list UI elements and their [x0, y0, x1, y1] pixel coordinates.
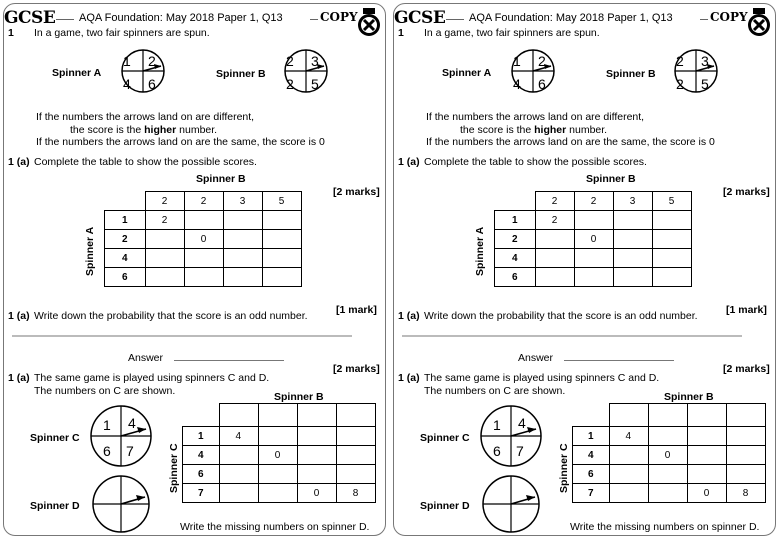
spinner-a-label: Spinner A — [442, 67, 492, 79]
row-header: 6 — [105, 268, 146, 287]
rule-text: the score is the — [70, 124, 142, 136]
part-a-label: 1 (a) — [398, 156, 420, 168]
spinner-c-value: 6 — [493, 443, 501, 459]
score-cell[interactable]: 8 — [336, 484, 375, 503]
spinner-c-value: 7 — [126, 443, 134, 459]
part-c-label: 1 (a) — [398, 372, 420, 384]
score-cell[interactable] — [648, 484, 687, 503]
table-col-title: Spinner B — [196, 173, 246, 185]
col-header: 2 — [145, 192, 184, 211]
row-header: 1 — [495, 211, 536, 230]
rule-line-2 — [460, 124, 607, 136]
score-cell[interactable] — [535, 249, 574, 268]
score-cell[interactable]: 4 — [219, 427, 258, 446]
spinner-b-value: 5 — [701, 76, 709, 92]
score-cell[interactable] — [297, 446, 336, 465]
spinner-b-value: 2 — [676, 76, 684, 92]
spinner-c — [91, 406, 161, 470]
score-cell[interactable] — [652, 268, 691, 287]
score-cell[interactable] — [184, 268, 223, 287]
header-rule — [310, 19, 318, 20]
part-b-text: Write down the probability that the score is an odd number. — [424, 310, 698, 322]
row-header: 7 — [573, 484, 610, 503]
spinner-a-value: 4 — [513, 76, 521, 92]
score-cell[interactable] — [613, 211, 652, 230]
score-cell[interactable] — [219, 484, 258, 503]
score-cell[interactable] — [648, 465, 687, 484]
rule-emphasis: higher — [144, 124, 177, 136]
header-rule — [446, 19, 464, 20]
gcse-logo: GCSE — [394, 8, 446, 28]
score-cell[interactable] — [297, 427, 336, 446]
spinner-a-value: 1 — [123, 53, 131, 69]
rule-line-1: If the numbers the arrows land on are different, — [426, 111, 645, 123]
part-c-text-1: The same game is played using spinners C and D. — [34, 372, 270, 384]
score-cell[interactable] — [223, 230, 262, 249]
spinner-b-value: 2 — [286, 76, 294, 92]
table-col-title: Spinner B — [586, 173, 636, 185]
row-header: 4 — [573, 446, 610, 465]
row-header: 6 — [183, 465, 220, 484]
spinner-a-value: 2 — [148, 53, 156, 69]
score-cell[interactable] — [613, 268, 652, 287]
spinner-d-input[interactable] — [726, 404, 765, 427]
header-rule — [56, 19, 74, 20]
score-cell[interactable] — [258, 484, 297, 503]
score-table-cd — [572, 403, 766, 503]
score-cell[interactable] — [687, 446, 726, 465]
score-cell[interactable] — [609, 465, 648, 484]
score-cell[interactable]: 4 — [609, 427, 648, 446]
answer-label: Answer — [518, 352, 554, 364]
score-cell[interactable] — [219, 446, 258, 465]
spinner-d-label: Spinner D — [420, 500, 470, 512]
spinner-c-value: 4 — [518, 415, 526, 431]
score-cell[interactable] — [219, 465, 258, 484]
copy-icon[interactable] — [357, 8, 383, 38]
score-cell[interactable] — [336, 465, 375, 484]
spinner-b-value: 5 — [311, 76, 319, 92]
rule-line-1: If the numbers the arrows land on are different, — [36, 111, 255, 123]
score-cell[interactable]: 0 — [687, 484, 726, 503]
score-cell[interactable] — [223, 211, 262, 230]
part-c-footer: Write the missing numbers on spinner D. — [180, 521, 370, 533]
score-cell[interactable]: 0 — [297, 484, 336, 503]
spinner-a-value: 6 — [148, 76, 156, 92]
score-cell[interactable] — [223, 249, 262, 268]
score-cell[interactable]: 2 — [535, 211, 574, 230]
score-cell[interactable] — [613, 230, 652, 249]
question-intro: In a game, two fair spinners are spun. — [424, 27, 600, 39]
part-c-footer: Write the missing numbers on spinner D. — [570, 521, 760, 533]
col-header: 2 — [535, 192, 574, 211]
score-cell[interactable] — [574, 268, 613, 287]
spinner-c-value: 4 — [128, 415, 136, 431]
part-a-text: Complete the table to show the possible scores. — [34, 156, 257, 168]
answer-line[interactable] — [564, 360, 674, 361]
spinner-c-value: 1 — [103, 417, 111, 433]
score-cell[interactable] — [262, 249, 301, 268]
spinner-d-input[interactable] — [297, 404, 336, 427]
section-divider — [402, 335, 742, 337]
spinner-d-input[interactable] — [336, 404, 375, 427]
part-c-text-1: The same game is played using spinners C and D. — [424, 372, 660, 384]
score-cell[interactable] — [726, 465, 765, 484]
spinner-c-value: 1 — [493, 417, 501, 433]
spinner-c-label: Spinner C — [30, 432, 80, 444]
col-header: 5 — [652, 192, 691, 211]
spinner-a-label: Spinner A — [52, 67, 102, 79]
row-header: 4 — [183, 446, 220, 465]
spinner-d-input[interactable] — [258, 404, 297, 427]
score-cell[interactable] — [336, 446, 375, 465]
rule-line-2 — [70, 124, 217, 136]
rule-line-3: If the numbers the arrows land on are the same, the score is 0 — [426, 136, 715, 148]
col-header: 5 — [262, 192, 301, 211]
score-cell[interactable]: 0 — [648, 446, 687, 465]
part-a-text: Complete the table to show the possible scores. — [424, 156, 647, 168]
spinner-a-value: 4 — [123, 76, 131, 92]
score-cell[interactable] — [609, 484, 648, 503]
score-cell[interactable] — [145, 268, 184, 287]
spinner-a-value: 2 — [538, 53, 546, 69]
score-cell[interactable] — [145, 230, 184, 249]
worksheet-panel — [3, 3, 386, 536]
score-cell[interactable] — [535, 268, 574, 287]
part-b-label: 1 (a) — [398, 310, 420, 322]
worksheet-panel — [393, 3, 776, 536]
score-cell[interactable] — [726, 427, 765, 446]
header-title: AQA Foundation: May 2018 Paper 1, Q13 — [79, 12, 283, 24]
spinner-d-input[interactable] — [609, 404, 648, 427]
score-cell[interactable]: 2 — [145, 211, 184, 230]
part-a-marks: [2 marks] — [723, 186, 770, 198]
score-cell[interactable] — [652, 211, 691, 230]
score-cell[interactable] — [258, 465, 297, 484]
score-cell[interactable] — [297, 465, 336, 484]
spinner-b-value: 2 — [286, 53, 294, 69]
score-cell[interactable] — [726, 446, 765, 465]
spinner-d-label: Spinner D — [30, 500, 80, 512]
spinner-d-input[interactable] — [648, 404, 687, 427]
col-header: 3 — [613, 192, 652, 211]
part-a-label: 1 (a) — [8, 156, 30, 168]
part-a-marks: [2 marks] — [333, 186, 380, 198]
rule-emphasis: higher — [534, 124, 567, 136]
rule-text: number. — [179, 124, 218, 136]
score-cell[interactable] — [184, 249, 223, 268]
row-header: 4 — [105, 249, 146, 268]
score-cell[interactable] — [574, 249, 613, 268]
spinner-c-value: 6 — [103, 443, 111, 459]
rule-line-3: If the numbers the arrows land on are the same, the score is 0 — [36, 136, 325, 148]
score-cell[interactable] — [145, 249, 184, 268]
part-c-marks: [2 marks] — [333, 363, 380, 375]
col-header: 2 — [184, 192, 223, 211]
table-col-title: Spinner B — [274, 391, 324, 403]
rule-text: the score is the — [460, 124, 532, 136]
score-table-cd — [182, 403, 376, 503]
score-cell[interactable] — [262, 268, 301, 287]
question-number: 1 — [8, 27, 14, 39]
spinner-b-value: 2 — [676, 53, 684, 69]
row-header: 2 — [495, 230, 536, 249]
score-cell[interactable]: 0 — [184, 230, 223, 249]
row-header: 1 — [573, 427, 610, 446]
table-row-title: Spinner A — [474, 226, 486, 276]
copy-icon[interactable] — [747, 8, 773, 38]
score-cell[interactable]: 0 — [574, 230, 613, 249]
table-row-title: Spinner A — [84, 226, 96, 276]
score-cell[interactable] — [262, 230, 301, 249]
spinner-d[interactable] — [481, 476, 551, 540]
row-header: 1 — [183, 427, 220, 446]
rule-text: number. — [569, 124, 608, 136]
table-row-title: Spinner C — [168, 443, 180, 493]
part-c-text-2: The numbers on C are shown. — [424, 385, 566, 397]
score-cell[interactable] — [184, 211, 223, 230]
row-header: 1 — [105, 211, 146, 230]
spinner-d-input[interactable] — [687, 404, 726, 427]
copy-label: COPY — [710, 10, 748, 24]
spinner-d-input[interactable] — [219, 404, 258, 427]
spinner-c — [481, 406, 551, 470]
spinner-a-value: 1 — [513, 53, 521, 69]
score-cell[interactable] — [648, 427, 687, 446]
score-cell[interactable] — [258, 427, 297, 446]
part-c-label: 1 (a) — [8, 372, 30, 384]
score-cell[interactable] — [262, 211, 301, 230]
score-cell[interactable] — [687, 427, 726, 446]
score-cell[interactable] — [336, 427, 375, 446]
part-b-label: 1 (a) — [8, 310, 30, 322]
table-row-title: Spinner C — [558, 443, 570, 493]
spinner-c-label: Spinner C — [420, 432, 470, 444]
row-header: 4 — [495, 249, 536, 268]
row-header: 6 — [573, 465, 610, 484]
answer-line[interactable] — [174, 360, 284, 361]
score-cell[interactable] — [652, 230, 691, 249]
part-b-marks: [1 mark] — [336, 304, 377, 316]
spinner-a-value: 6 — [538, 76, 546, 92]
question-intro: In a game, two fair spinners are spun. — [34, 27, 210, 39]
col-header: 2 — [574, 192, 613, 211]
answer-label: Answer — [128, 352, 164, 364]
score-cell[interactable] — [687, 465, 726, 484]
score-cell[interactable] — [223, 268, 262, 287]
spinner-b-label: Spinner B — [216, 68, 266, 80]
row-header: 7 — [183, 484, 220, 503]
part-b-marks: [1 mark] — [726, 304, 767, 316]
section-divider — [12, 335, 352, 337]
col-header: 3 — [223, 192, 262, 211]
score-cell[interactable] — [652, 249, 691, 268]
score-cell[interactable] — [535, 230, 574, 249]
spinner-b-value: 3 — [311, 53, 319, 69]
gcse-logo: GCSE — [4, 8, 56, 28]
spinner-b-value: 3 — [701, 53, 709, 69]
score-table — [494, 191, 692, 287]
spinner-b-label: Spinner B — [606, 68, 656, 80]
score-table — [104, 191, 302, 287]
spinner-d[interactable] — [91, 476, 161, 540]
row-header: 6 — [495, 268, 536, 287]
header-title: AQA Foundation: May 2018 Paper 1, Q13 — [469, 12, 673, 24]
copy-label: COPY — [320, 10, 358, 24]
score-cell[interactable] — [609, 446, 648, 465]
score-cell[interactable] — [574, 211, 613, 230]
part-c-marks: [2 marks] — [723, 363, 770, 375]
score-cell[interactable] — [613, 249, 652, 268]
header-rule — [700, 19, 708, 20]
spinner-c-value: 7 — [516, 443, 524, 459]
score-cell[interactable]: 8 — [726, 484, 765, 503]
part-b-text: Write down the probability that the score is an odd number. — [34, 310, 308, 322]
part-c-text-2: The numbers on C are shown. — [34, 385, 176, 397]
table-col-title: Spinner B — [664, 391, 714, 403]
row-header: 2 — [105, 230, 146, 249]
score-cell[interactable]: 0 — [258, 446, 297, 465]
question-number: 1 — [398, 27, 404, 39]
